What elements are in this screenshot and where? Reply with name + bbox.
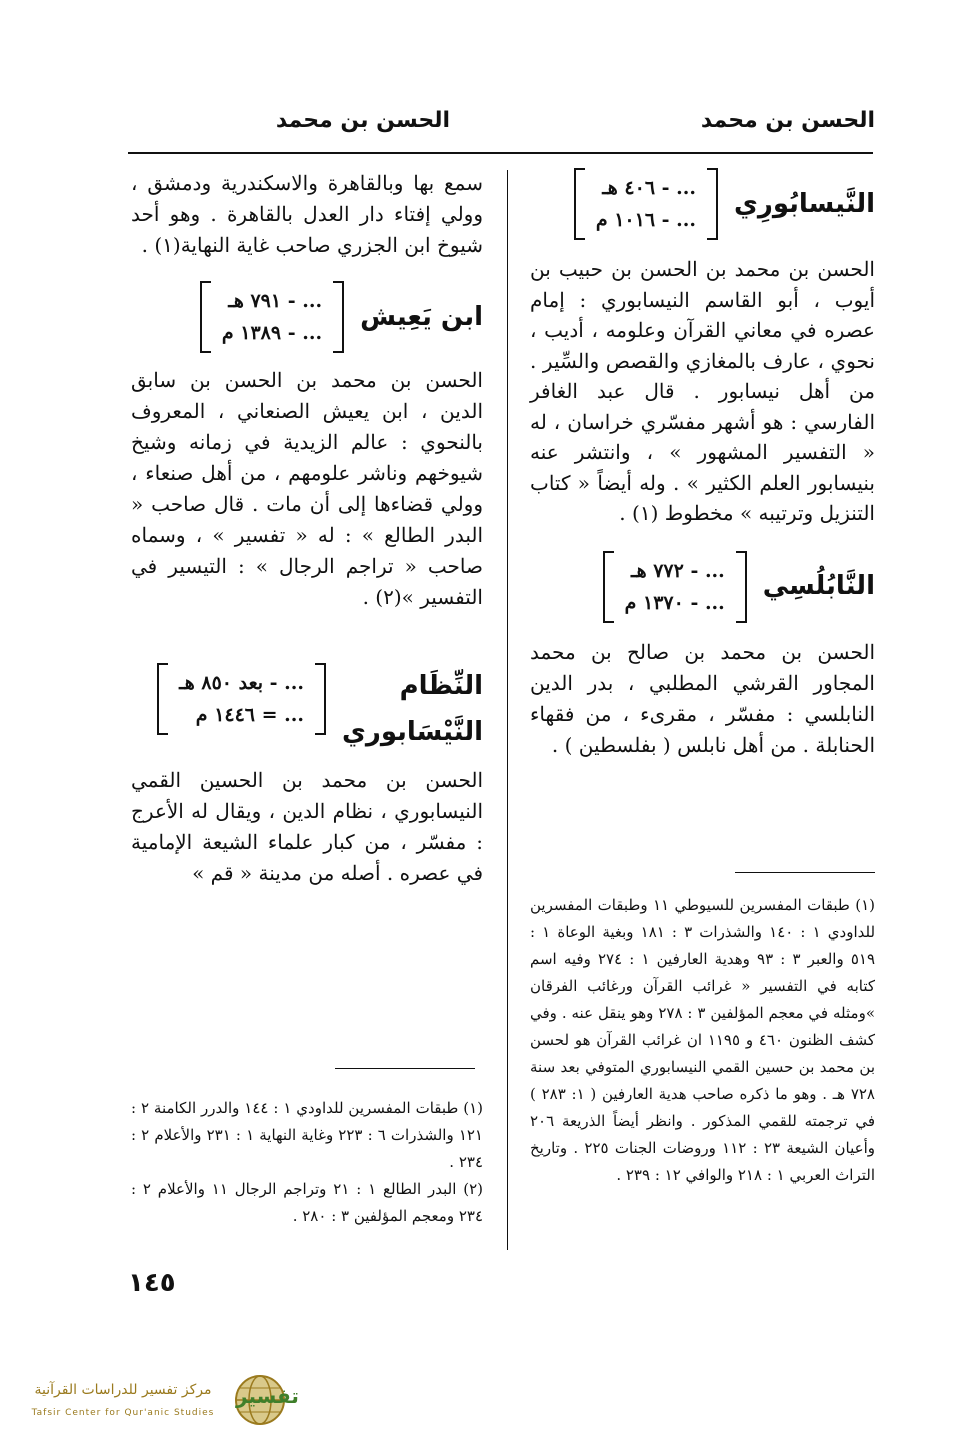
footnote: (٢) البدر الطالع ١ : ٢١ وتراجم الرجال ١١ والأعلام ٢ : ٢٣٤ ومعجم المؤلفين ٣ : ٢٨٠ . <box>131 1180 483 1225</box>
continuation-text: سمع بها وبالقاهرة والاسكندرية ودمشق ، وولي إفتاء دار العدل بالقاهرة . وهو أحد شيوخ ابن الجزري صاحب غاية النهاية(١) . <box>131 171 483 257</box>
entry-dates <box>157 663 326 735</box>
entry-header-nizam <box>131 663 483 755</box>
running-header-right: الحسن بن محمد <box>700 108 875 133</box>
date-gregorian: ... - ١٣٧٠ م <box>624 591 725 614</box>
footnote-rule-right <box>735 872 875 873</box>
page-number: ١٤٥ <box>128 1268 176 1298</box>
date-hijri: ... - ٤٠٦ هـ <box>602 177 697 199</box>
right-column <box>530 168 875 761</box>
entry-dates <box>200 281 344 353</box>
left-column <box>131 168 483 889</box>
entry-header-nabulusi <box>530 551 875 623</box>
entry-text: الحسن بن محمد بن الحسين القمي النيسابوري ، نظام الدين ، ويقال له الأعرج : مفسّر ، من كبار علماء الشيعة الإمامية في عصره . أصله من مدينة « قم » <box>131 768 483 885</box>
entry-text: الحسن بن محمد بن صالح بن محمد المجاور القرشي المطلبي ، بدر الدين النابلسي : مفسّر ، مقرىء ، من فقهاء الحنابلة . من أهل نابلس ( بفلسطين ) . <box>530 639 875 757</box>
entry-text: الحسن بن محمد بن الحسن بن حبيب بن أيوب ، أبو القاسم النيسابوري : إمام عصره في معاني القرآن وعلومه ، أديب ، نحوي ، عارف بالمغازي والقصص والسِّير . من أهل نيسابور . قال عبد الغافر الفارسي : هو أشهر مفسّري خراسان ، له « التفسير المشهور » ، وانتشر عنه بنيسابور العلم الكثير » . وله أيضاً « كتاب التنزيل وترتيبه » مخطوط (١) . <box>530 257 875 525</box>
footnote: (١) طبقات المفسرين للداودي ١ : ١٤٤ والدرر الكامنة ٢ : ١٢١ والشذرات ٦ : ٢٢٣ وغاية النهاية ١ : ٢٣١ والأعلام ٢ : ٢٣٤ . <box>131 1099 483 1171</box>
left-footnotes <box>131 1095 483 1230</box>
date-gregorian: ... - ١٣٨٩ م <box>221 322 323 344</box>
entry-title: النَّيسابُورِي <box>734 188 875 219</box>
date-hijri: ... - بعد ٨٥٠ هـ <box>179 672 305 694</box>
entry-text: الحسن بن محمد بن الحسن بن سابق الدين ، ابن يعيش الصنعاني ، المعروف بالنحوي : عالم الزيدية في زمانه وشيخ شيوخهم وناشر علومهم ، من أهل صنعاء ، وولي قضاءها إلى أن مات . قال صاحب « البدر الطالع » : له « تفسير » ، وسماه صاحب « تراجم الرجال » : التيسير في التفسير »(٢) . <box>131 368 483 609</box>
entry-dates <box>574 168 718 240</box>
right-footnotes <box>530 892 875 1189</box>
header-rule <box>128 152 873 154</box>
footnote: (١) طبقات المفسرين للسيوطي ١١ وطبقات المفسرين للداودي ١ : ١٤٠ والشذرات ٣ : ١٨١ وبغية الوعاة ١ : ٥١٩ والعبر ٣ : ٩٣ وهدية العارفين ١ : ٢٧٤ وفيه اسم كتابه في التفسير « غرائب القرآن ورغائب الفرقان »ومثله في معجم المؤلفين ٣ : ٢٧٨ وهو ينقل عنه . وفي كشف الظنون ٤٦٠ و ١١٩٥ ان غرائب القرآن هو لحسن بن محمد بن حسين القمي النيسابوري المتوفي بعد سنة ٧٢٨ هـ . وهو ما ذكره صاحب هدية العارفين ( ١: ٢٨٣ ) في ترجمته للقمي المذكور . وانظر أيضاً الذريعة ٢٠٦ وأعيان الشيعة ٢٣ : ١١٢ وروضات الجنات ٢٢٥ . وتاريخ التراث العربي ١ : ٢١٨ والوافي ١٢ : ٢٣٩ . <box>530 896 876 1184</box>
logo-arabic: مركز تفسير للدراسات القرآنية <box>34 1382 212 1398</box>
entry-title: النِّظَام <box>399 671 483 701</box>
date-hijri: ... - ٧٧٢ هـ <box>631 559 725 582</box>
entry-title-block <box>342 663 483 755</box>
entry-title-line2: النَّيْسَابوري <box>342 717 483 747</box>
running-header-left: الحسن بن محمد <box>275 108 450 133</box>
entry-title: النَّابُلُسِي <box>762 571 875 601</box>
date-gregorian: ... = ١٤٤٦ م <box>195 704 305 726</box>
footnote-rule-left <box>335 1068 475 1069</box>
logo-english: Tafsir Center for Qur'anic Studies <box>31 1408 215 1418</box>
column-divider <box>507 170 508 1250</box>
entry-dates <box>603 551 747 623</box>
date-hijri: ... - ٧٩١ هـ <box>228 290 323 312</box>
entry-title: ابن يَعِيش <box>360 301 483 332</box>
entry-header-naysaburi <box>530 168 875 240</box>
date-gregorian: ... - ١٠١٦ م <box>595 209 697 231</box>
entry-header-ibn-yaish <box>131 281 483 353</box>
logo-word: تفسير <box>236 1384 299 1408</box>
tafsir-center-logo <box>18 1370 299 1430</box>
